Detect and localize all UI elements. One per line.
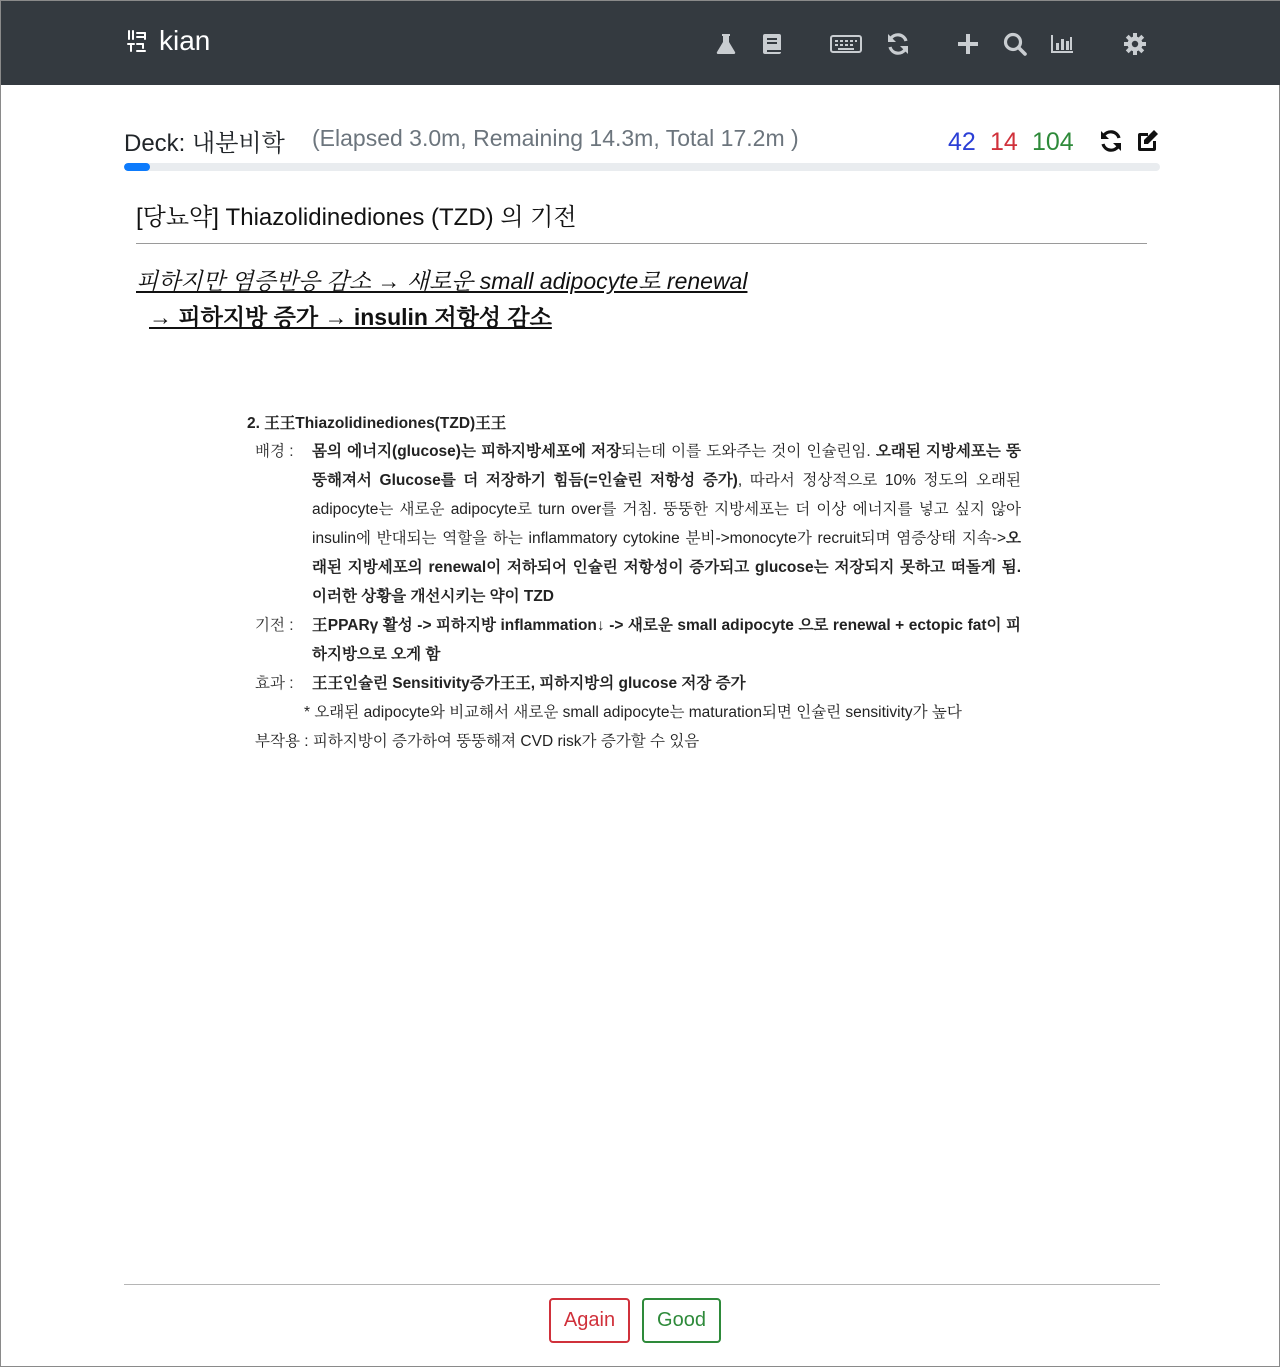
doc-effect-row	[246, 669, 1021, 698]
doc-mechanism-text: 王PPARγ 활성 -> 피하지방 inflammation↓ -> 새로운 small adipocyte 으로 renewal + ectopic fat이 피하지방으로 오게 함	[312, 617, 1021, 663]
doc-effect-label: 효과 :	[255, 675, 294, 692]
review-count: 104	[1032, 128, 1074, 156]
kian-logo-icon	[125, 27, 153, 55]
doc-effect-text: 王王인슐린 Sensitivity증가王王, 피하지방의 glucose 저장 증가	[312, 675, 746, 692]
learning-count: 14	[990, 128, 1018, 156]
doc-side-effect: 부작용 : 피하지방이 증가하여 뚱뚱해져 CVD risk가 증가할 수 있음	[255, 733, 700, 750]
book-icon[interactable]	[759, 31, 785, 57]
answer-line-1: 피하지만 염증반응 감소 → 새로운 small adipocyte로 renewal	[136, 268, 748, 294]
deck-progress-fill	[124, 163, 150, 171]
good-button[interactable]: Good	[642, 1298, 721, 1343]
plus-icon[interactable]	[955, 31, 981, 57]
chart-icon[interactable]	[1049, 31, 1075, 57]
doc-mechanism-row	[246, 611, 1021, 669]
edit-icon[interactable]	[1134, 128, 1160, 154]
doc-background-row	[246, 437, 1021, 611]
doc-background-label: 배경 :	[255, 443, 294, 460]
sync-icon[interactable]	[885, 31, 911, 57]
answer-line-2: → 피하지방 증가 → insulin 저항성 감소	[149, 304, 552, 330]
app-name: kian	[159, 25, 211, 56]
new-count: 42	[948, 128, 976, 156]
doc-title: 2. 王王Thiazolidinediones(TZD)王王	[247, 415, 507, 432]
deck-header	[124, 123, 1160, 159]
deck-label: Deck: 내분비학	[124, 130, 285, 157]
brand[interactable]	[125, 25, 210, 57]
search-icon[interactable]	[1002, 31, 1028, 57]
answer-divider	[136, 243, 1147, 244]
flask-icon[interactable]	[713, 31, 739, 57]
again-button[interactable]: Again	[549, 1298, 630, 1343]
navbar	[1, 1, 1280, 85]
deck-timer: (Elapsed 3.0m, Remaining 14.3m, Total 17.2m )	[312, 125, 799, 151]
keyboard-icon[interactable]	[830, 31, 862, 57]
answer-document-image	[246, 411, 1021, 756]
doc-note: * 오래된 adipocyte와 비교해서 새로운 small adipocyte는 maturation되면 인슐린 sensitivity가 높다	[304, 704, 962, 721]
doc-background-text: 몸의 에너지(glucose)는 피하지방세포에 저장되는데 이를 도와주는 것이 인슐린임. 오래된 지방세포는 뚱뚱해져서 Glucose를 더 저장하기 힘듬(=인슐린 저항성 증가), 따라서 정상적으로 10% 정도의 오래된 adipocyte는 새로운 adipocyte로 turn over를 거침. 뚱뚱한 지방세포는 더 이상 에너지를 넣고 싶지 않아 insulin에 반대되는 역할을 하는 inflammatory cytokine 분비->monocyte가 recruit되며 염증상태 지속->오래된 지방세포의 renewal이 저하되어 인슐린 저항성이 증가되고 glucose는 저장되지 못하고 떠돌게 됨. 이러한 상황을 개선시키는 약이 TZD	[312, 443, 1021, 605]
doc-mechanism-label: 기전 :	[255, 617, 294, 634]
refresh-icon[interactable]	[1098, 128, 1124, 154]
gear-icon[interactable]	[1122, 31, 1148, 57]
card-question: [당뇨약] Thiazolidinediones (TZD) 의 기전	[136, 204, 577, 231]
footer-divider	[124, 1284, 1160, 1285]
deck-progress-bar	[124, 163, 1160, 171]
